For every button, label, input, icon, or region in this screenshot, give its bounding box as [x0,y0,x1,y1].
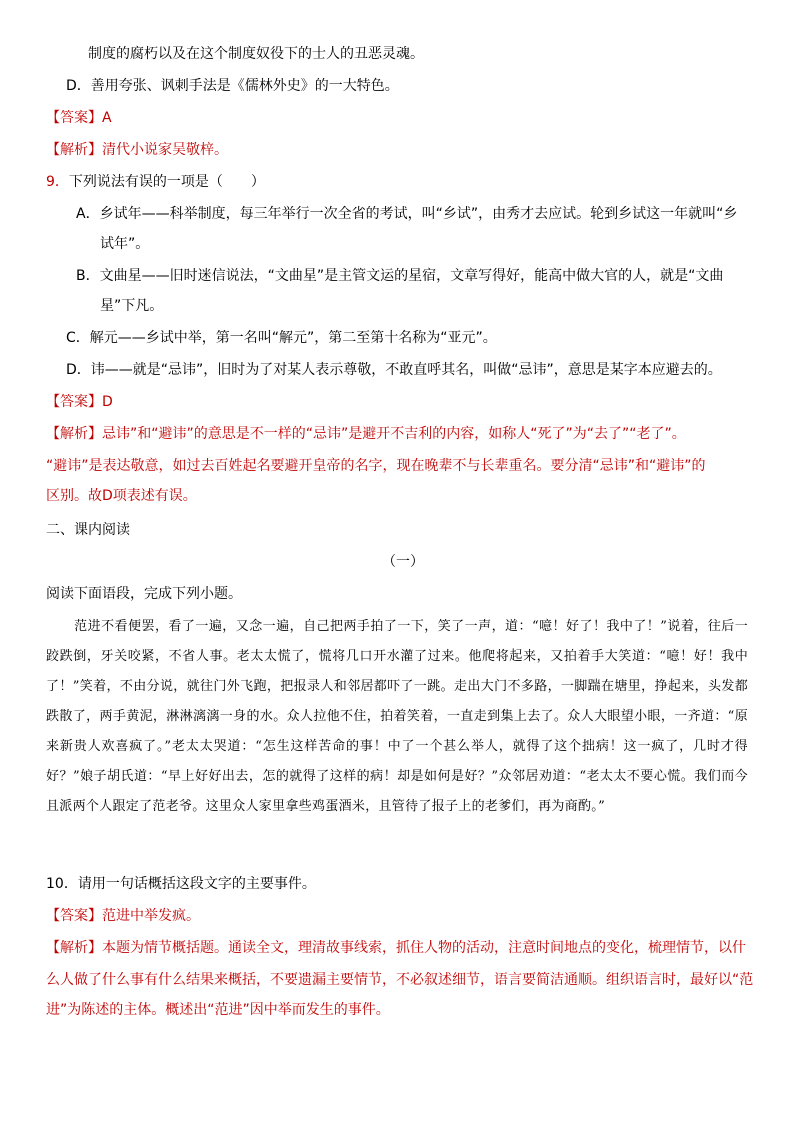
q9-analysis-line1 [46,424,686,444]
q9-answer [46,392,113,412]
q8-option-d: D．善用夸张、讽刺手法是《儒林外史》的一大特色。 [66,78,399,94]
answer-value: D [102,394,113,410]
analysis-text: 忌讳”和“避讳”的意思是不一样的“忌讳”是避开不吉利的内容，如称人“死了”为“去了”“老了”。 [102,426,686,442]
answer-value: A [102,110,112,126]
reading-intro: 阅读下面语段，完成下列小题。 [46,586,242,602]
q10-stem: 10．请用一句话概括这段文字的主要事件。 [46,876,316,892]
answer-tag: 【答案】 [46,908,102,924]
reading-passage [46,612,748,822]
q9-option-d: D．讳——就是“忌讳”，旧时为了对某人表示尊敬，不敢直呼其名，叫做“忌讳”，意思是某字本应避去的。 [66,362,722,378]
section-title: 二、课内阅读 [46,522,130,538]
q9-stem [46,172,265,192]
q9-analysis-line3: 区别。故D项表述有误。 [46,488,197,504]
analysis-tag: 【解析】 [46,426,102,442]
analysis-tag: 【解析】 [46,940,102,956]
q8-continuation: 制度的腐朽以及在这个制度奴役下的士人的丑恶灵魂。 [88,46,424,62]
answer-tag: 【答案】 [46,394,102,410]
section-subtitle: （一） [382,554,424,570]
q9-option-a-line2: 试年”。 [100,236,150,252]
question-text: 下列说法有误的一项是（ ） [68,174,265,190]
question-number: 9． [46,174,69,190]
q9-analysis-line2: “避讳”是表达敬意，如过去百姓起名要避开皇帝的名字，现在晚辈不与长辈重名。要分清“忌讳”和“避讳”的 [46,458,706,474]
q8-analysis [46,140,228,160]
q9-option-b-line1: B．文曲星——旧时迷信说法，“文曲星”是主管文运的星宿，文章写得好，能高中做大官的人，就是“文曲 [76,268,724,284]
q9-option-a-line1: A．乡试年——科举制度，每三年举行一次全省的考试，叫“乡试”，由秀才去应试。轮到乡试这一年就叫“乡 [76,206,738,222]
passage-text: 范进不看便罢，看了一遍，又念一遍，自己把两手拍了一下，笑了一声，道：“噫！好了！我中了！”说着，往后一跤跌倒，牙关咬紧，不省人事。老太太慌了，慌将几口开水灌了过来。他爬将起来，又拍着手大笑道：“噫！好！我中了！”笑着，不由分说，就往门外飞跑，把报录人和邻居都吓了一跳。走出大门不多路，一脚踹在塘里，挣起来，头发都跌散了，两手黄泥，淋淋漓漓一身的水。众人拉他不住，拍着笑着，一直走到集上去了。众人大眼望小眼，一齐道：“原来新贵人欢喜疯了。”老太太哭道：“怎生这样苦命的事！中了一个甚么举人，就得了这个拙病！这一疯了，几时才得好？”娘子胡氏道：“早上好好出去，怎的就得了这样的病！却是如何是好？”众邻居劝道：“老太太不要心慌。我们而今且派两个人跟定了范老爷。这里众人家里拿些鸡蛋酒米，且管待了报子上的老爹们，再为商酌。” [46,619,748,814]
analysis-tag: 【解析】 [46,142,102,158]
q10-analysis-line3: 进”为陈述的主体。概述出“范进”因中举而发生的事件。 [46,1002,390,1018]
q8-answer [46,108,112,128]
answer-tag: 【答案】 [46,110,102,126]
q10-analysis-line2: 么人做了什么事有什么结果来概括，不要遗漏主要情节，不必叙述细节，语言要简洁通顺。组织语言时，最好以“范 [46,972,754,988]
q10-answer [46,906,200,926]
answer-value: 范进中举发疯。 [102,908,200,924]
q9-option-c: C．解元——乡试中举，第一名叫“解元”，第二至第十名称为“亚元”。 [66,330,497,346]
analysis-text: 本题为情节概括题。通读全文，理清故事线索，抓住人物的活动，注意时间地点的变化，梳理情节，以什 [102,940,746,956]
q9-option-b-line2: 星”下凡。 [100,298,164,314]
analysis-text: 清代小说家吴敬梓。 [102,142,228,158]
q10-analysis-line1 [46,938,746,958]
